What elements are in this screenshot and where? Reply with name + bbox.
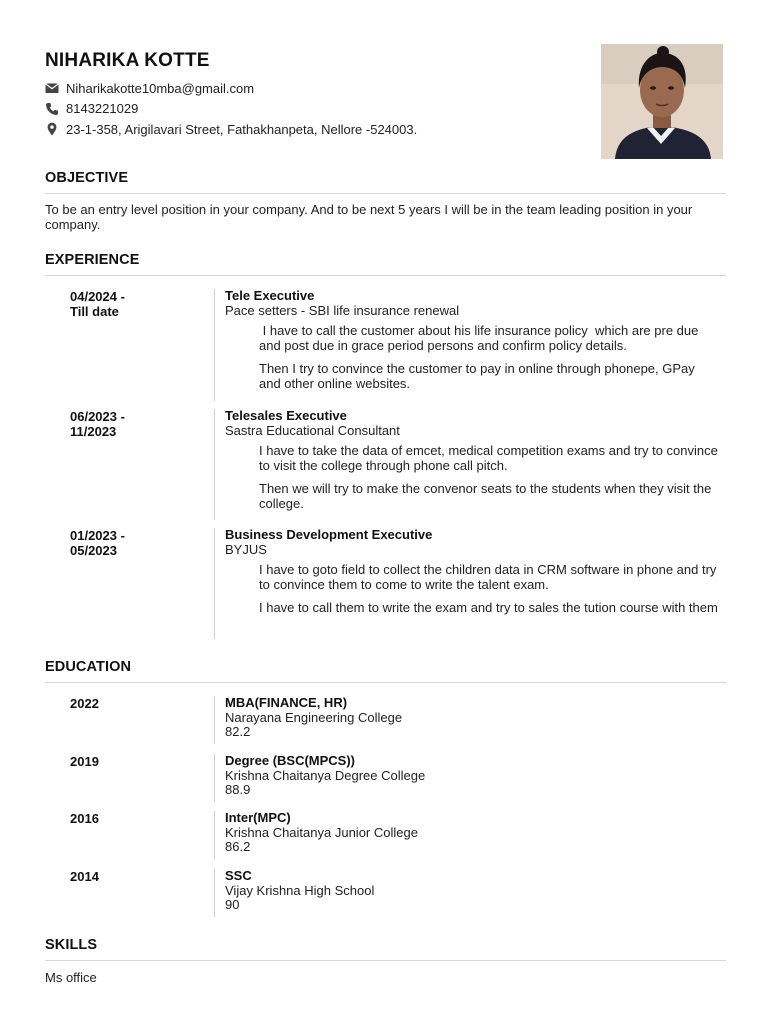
job-title: Tele Executive: [225, 288, 315, 303]
experience-date: 04/2024 - Till date: [70, 289, 125, 319]
job-title: Telesales Executive: [225, 408, 347, 423]
skill-item: Ms office: [45, 970, 97, 985]
timeline-bar: [214, 869, 215, 917]
experience-divider: [45, 275, 726, 276]
score: 88.9: [225, 782, 251, 797]
school-name: Vijay Krishna High School: [225, 882, 375, 898]
education-year: 2022: [70, 696, 99, 711]
score: 90: [225, 897, 240, 912]
school-name: Krishna Chaitanya Junior College: [225, 824, 418, 840]
education-heading: EDUCATION: [45, 659, 132, 675]
experience-body: [225, 289, 725, 391]
company-name: Pace setters - SBI life insurance renewal: [225, 302, 460, 318]
education-body: [225, 869, 725, 913]
degree-name: MBA(FINANCE, HR): [225, 695, 348, 710]
experience-body: [225, 528, 725, 615]
timeline-bar: [214, 811, 215, 859]
header: [45, 50, 585, 140]
education-divider: [45, 682, 726, 683]
education-item: [45, 696, 726, 744]
objective-text: To be an entry level position in your company. And to be next 5 years I will be in the team leading position in your company.: [45, 202, 693, 232]
timeline-bar: [214, 754, 215, 802]
location-pin-icon: [45, 122, 59, 136]
job-description: I have to goto field to collect the children data in CRM software in phone and try to convince them to come to write the talent exam. I have to call them to write the exam and try to sales the tution course with them: [259, 562, 718, 615]
job-title: Business Development Executive: [225, 527, 433, 542]
objective-heading: OBJECTIVE: [45, 170, 129, 186]
contact-info: [45, 78, 585, 140]
skills-divider: [45, 960, 726, 961]
education-year: 2019: [70, 754, 99, 769]
envelope-icon: [45, 81, 59, 95]
school-name: Narayana Engineering College: [225, 709, 403, 725]
education-body: [225, 811, 725, 855]
school-name: Krishna Chaitanya Degree College: [225, 767, 426, 783]
timeline-bar: [214, 409, 215, 520]
education-item: [45, 869, 726, 917]
address-text: 23-1-358, Arigilavari Street, Fathakhanpeta, Nellore -524003.: [66, 121, 418, 137]
score: 86.2: [225, 839, 251, 854]
degree-name: Degree (BSC(MPCS)): [225, 753, 356, 768]
experience-item: [45, 289, 726, 401]
experience-item: [45, 409, 726, 520]
email-row: [45, 78, 585, 99]
experience-item: [45, 528, 726, 639]
timeline-bar: [214, 696, 215, 744]
score: 82.2: [225, 724, 251, 739]
objective-divider: [45, 193, 726, 194]
experience-heading: EXPERIENCE: [45, 252, 140, 268]
company-name: BYJUS: [225, 541, 267, 557]
skills-heading: SKILLS: [45, 937, 98, 953]
education-year: 2016: [70, 811, 99, 826]
timeline-bar: [214, 289, 215, 401]
education-item: [45, 754, 726, 802]
address-row: [45, 119, 585, 140]
degree-name: SSC: [225, 868, 252, 883]
education-body: [225, 754, 725, 798]
email-text[interactable]: Niharikakotte10mba@gmail.com: [66, 80, 255, 96]
phone-text: 8143221029: [66, 101, 139, 117]
education-year: 2014: [70, 869, 99, 884]
job-description: I have to call the customer about his life insurance policy which are pre due and post due in grace period persons and confirm policy details. Then I try to convince the customer to pay in online through phonepe, GPay and other online websites.: [259, 323, 702, 391]
education-item: [45, 811, 726, 859]
education-body: [225, 696, 725, 740]
experience-date: 06/2023 - 11/2023: [70, 409, 125, 439]
phone-icon: [45, 102, 59, 116]
company-name: Sastra Educational Consultant: [225, 422, 400, 438]
experience-date: 01/2023 - 05/2023: [70, 528, 125, 558]
job-description: I have to take the data of emcet, medical competition exams and try to convince to visit the college through phone call pitch. Then we will try to make the convenor seats to the students when they visit the college.: [259, 443, 718, 511]
phone-row: [45, 99, 585, 120]
profile-photo: [601, 44, 723, 159]
timeline-bar: [214, 528, 215, 639]
degree-name: Inter(MPC): [225, 810, 291, 825]
experience-body: [225, 409, 725, 511]
candidate-name: NIHARIKA KOTTE: [45, 50, 210, 71]
